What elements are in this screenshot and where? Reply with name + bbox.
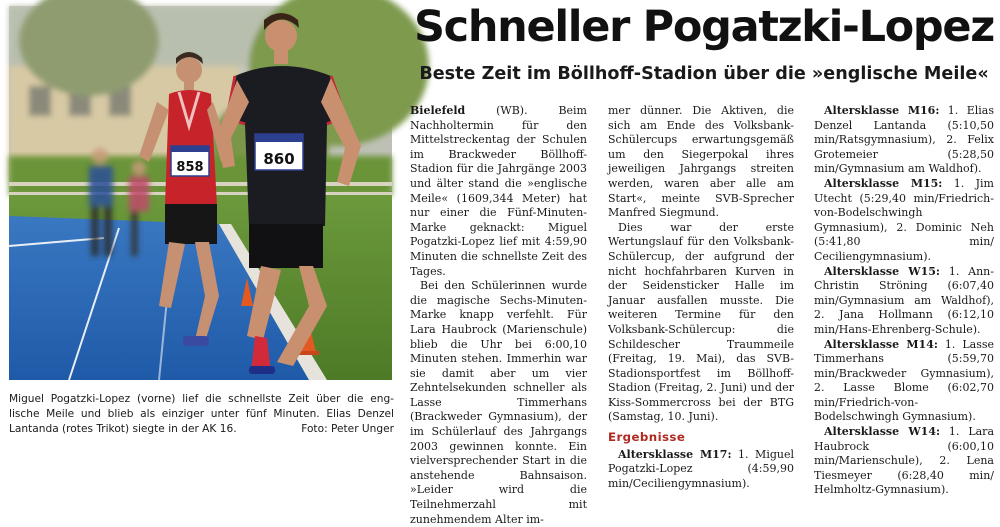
paragraph-1 (410, 104, 587, 279)
bib-860: 860 (263, 150, 295, 168)
headline: Schneller Pogatzki-Lopez (414, 2, 994, 52)
result-text: 1. Lara Haubrock (6:00,10 min/Marienschule), 2. Lena Tiesmeyer (6:28,40 min/ Helmholtz-Gymnasium). (814, 425, 994, 497)
result-class: Altersklasse W15: (824, 264, 940, 278)
result-m14 (814, 338, 994, 426)
photo-credit: Foto: Peter Unger (301, 423, 394, 435)
subheadline: Beste Zeit im Böllhoff-Stadion über die »englische Meile« (419, 64, 989, 84)
result-text: 1. Lasse Timmerhans (5:59,70 min/Brackweder Gymnasium), 2. Lasse Blome (6:02,70 min/Friedrich-von-Bodelschwingh Gymnasium). (814, 337, 995, 424)
bib-858: 858 (176, 160, 204, 175)
paragraph-1-text: (WB). Beim Nachholtermin für den Mittelstreckentag der Schulen im Brackweder Böllhoff-Stadion für die Jahrgänge 2003 und älter stand die »englische Meile« (1609,344 Meter) hat nur einer die Fünf-Minuten-Marke geknackt: Miguel Pogatzki-Lopez lief mit 4:59,90 Minuten die schnellste Zeit des Tages. (410, 104, 587, 278)
result-text: 1. Jim Utecht (5:29,40 min/Friedrich-von-Bodelschwingh Gymnasium), 2. Dominic Neh (5:41,80 min/ Ceciliengymnasium). (814, 176, 994, 263)
paragraph-2: Bei den Schülerinnen wurde die magische Sechs-Minuten-Marke knapp verfehlt. Für Lara Haubrock (Marienschule) blieb die Uhr bei 6:00,10 Minuten stehen. Immerhin war sie damit aber um vier Zehntelsekunden schneller als Lasse Timmerhans (Brackweder Gymnasium), der im Schülerlauf des Jahrgangs 2003 gewinnen konnte. Ein vielversprechender Start in die anstehende Bahnsaison. »Leider wird die Teilnehmerzahl mit zunehmendem Alter im- (410, 279, 587, 526)
paragraph-4: Dies war der erste Wertungslauf für den Volksbank-Schülercup, der aufgrund der nicht hochfahrbaren Kurven in der Seidensticker Halle im Januar ausfallen musste. Die weiteren Termine für den Volksbank-Schülercup: die Schildescher Traummeile (Freitag, 19. Mai), das SVB-Stadionsportfest im Böllhoff-Stadion (Freitag, 2. Juni) und der Kiss-Sommercross bei der BTG (Samstag, 10. Juni). (608, 220, 794, 424)
text-column-2 (608, 104, 794, 490)
caption-line-1: Miguel Pogatzki-Lopez (vorne) lief die schnellste Zeit über die eng- (9, 393, 394, 405)
result-class: Altersklasse W14: (824, 425, 941, 439)
result-m17 (608, 448, 794, 492)
result-w14 (814, 425, 994, 498)
result-text: 1. Ann-Christin Ströning (6:07,40 min/Gymnasium am Waldhof), 2. Jana Hollmann (6:12,10 min/Hans-Ehrenberg-Schule). (814, 264, 994, 336)
result-m16 (814, 104, 994, 177)
result-text: 1. Elias Denzel Lantanda (5:10,50 min/Ratsgymnasium), 2. Felix Grotemeier (5:28,50 min/Gymnasium am Waldhof). (814, 104, 994, 176)
text-column-1 (410, 104, 587, 526)
result-text: 1. Miguel Pogatzki-Lopez (4:59,90 min/Ceciliengymnasium). (608, 447, 794, 490)
race-photo (9, 6, 392, 380)
result-m15 (814, 177, 994, 265)
paragraph-3: mer dünner. Die Aktiven, die sich am Ende des Volksbank-Schülercups erwartungsgemäß um den Siegerpokal ihres jeweiligen Jahrgangs streiten werden, waren aber alle am Start«, meinte SVB-Sprecher Manfred Siegmund. (608, 104, 794, 220)
text-column-3 (814, 104, 995, 497)
result-class: Altersklasse M17: (618, 447, 732, 461)
result-class: Altersklasse M16: (824, 104, 940, 117)
dateline: Bielefeld (410, 104, 466, 117)
result-class: Altersklasse M15: (824, 176, 943, 190)
caption-line-3 (9, 422, 394, 437)
result-w15 (814, 265, 994, 338)
caption-text: Lantanda (rotes Trikot) siegte in der AK 16. (9, 423, 237, 435)
results-heading: Ergebnisse (608, 430, 686, 445)
caption-line-2: lische Meile und blieb als einziger unter fünf Minuten. Elias Denzel (9, 408, 394, 420)
photo-caption (9, 392, 394, 437)
result-class: Altersklasse M14: (824, 337, 938, 351)
